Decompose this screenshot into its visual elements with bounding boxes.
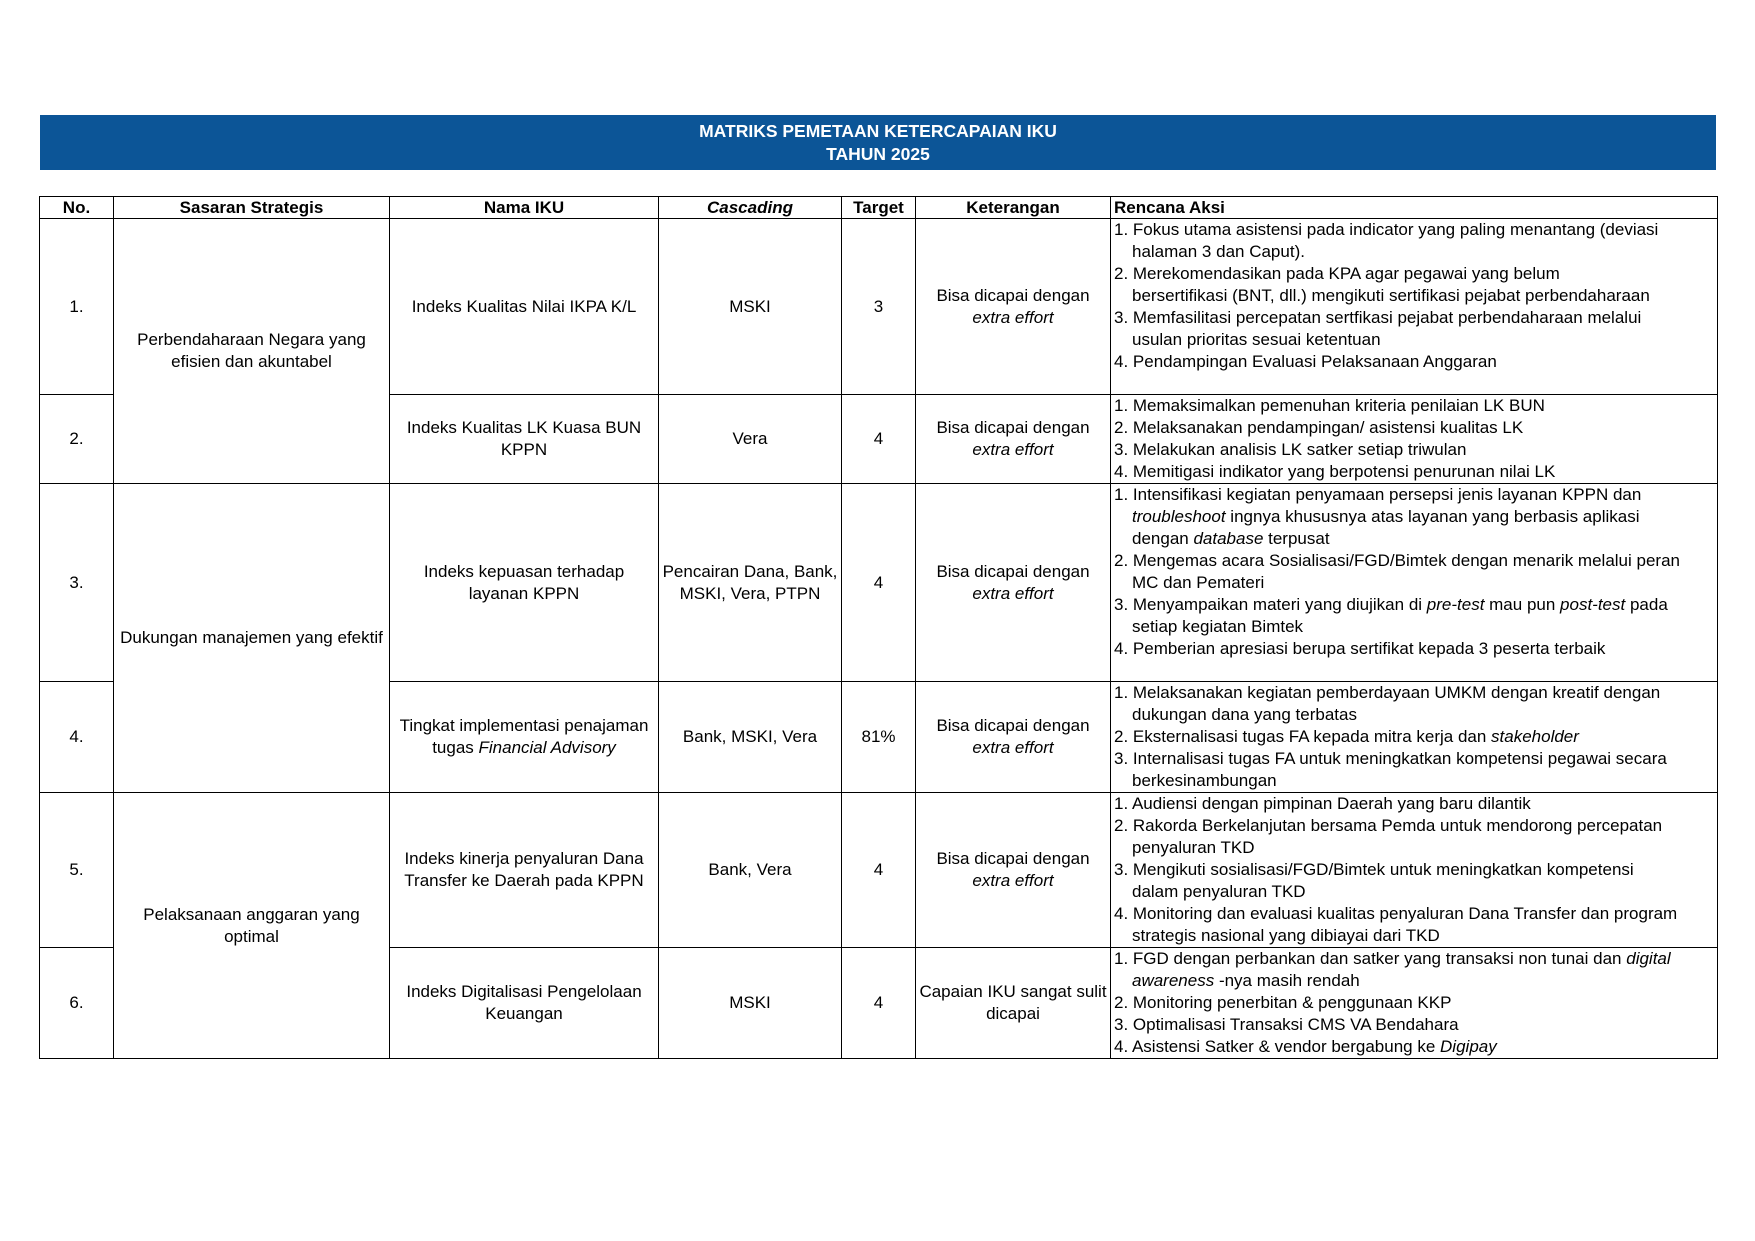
nama-iku: Indeks Kualitas Nilai IKPA K/L <box>390 219 659 395</box>
aksi-text: 2. Merekomendasikan pada KPA agar pegawai yang belum <box>1114 264 1560 283</box>
keterangan <box>916 395 1111 484</box>
nama-iku: Indeks Kualitas LK Kuasa BUN KPPN <box>390 395 659 484</box>
aksi-text: halaman 3 dan Caput). <box>1132 242 1305 261</box>
sasaran-cell: Perbendaharaan Negara yang efisien dan akuntabel <box>114 219 390 484</box>
target: 4 <box>842 948 916 1059</box>
keterangan-emphasis: extra effort <box>972 440 1054 459</box>
table-row <box>40 793 1718 948</box>
aksi-line <box>1114 992 1714 1014</box>
keterangan <box>916 948 1111 1059</box>
aksi-line <box>1114 439 1714 461</box>
aksi-line <box>1114 461 1714 483</box>
aksi-text: MC dan Pemateri <box>1132 573 1265 592</box>
aksi-italic-text: awareness <box>1132 971 1215 990</box>
page-subtitle: TAHUN 2025 <box>826 143 930 164</box>
rencana-aksi <box>1111 395 1718 484</box>
aksi-italic-text: stakeholder <box>1491 727 1579 746</box>
keterangan <box>916 682 1111 793</box>
aksi-line <box>1114 925 1714 947</box>
aksi-text: 1. Audiensi dengan pimpinan Daerah yang baru dilantik <box>1114 794 1531 813</box>
keterangan-emphasis: extra effort <box>972 871 1054 890</box>
nama-iku: Indeks Digitalisasi Pengelolaan Keuangan <box>390 948 659 1059</box>
row-no: 3. <box>40 484 114 682</box>
aksi-text: 1. Memaksimalkan pemenuhan kriteria penilaian LK BUN <box>1114 396 1545 415</box>
aksi-text: 3. Optimalisasi Transaksi CMS VA Bendahara <box>1114 1015 1459 1034</box>
aksi-text: ingnya khususnya atas layanan yang berbasis aplikasi <box>1225 507 1640 526</box>
nama-iku-line: tugas <box>432 738 479 757</box>
keterangan-text: Bisa dicapai dengan <box>936 418 1090 437</box>
target: 3 <box>842 219 916 395</box>
aksi-line <box>1114 970 1714 992</box>
rencana-aksi <box>1111 219 1718 395</box>
keterangan-text: Bisa dicapai dengan <box>936 849 1090 868</box>
row-no: 4. <box>40 682 114 793</box>
aksi-text: dalam penyaluran TKD <box>1132 882 1306 901</box>
aksi-line <box>1114 506 1714 528</box>
target: 4 <box>842 793 916 948</box>
aksi-line <box>1114 484 1714 506</box>
keterangan-text: Bisa dicapai dengan <box>936 285 1090 305</box>
aksi-text: dukungan dana yang terbatas <box>1132 705 1357 724</box>
aksi-line <box>1114 793 1714 815</box>
aksi-text: terpusat <box>1263 529 1330 548</box>
title-banner <box>40 115 1716 170</box>
aksi-line <box>1114 616 1714 638</box>
aksi-italic-text: troubleshoot <box>1132 507 1226 526</box>
keterangan-text: Bisa dicapai dengan <box>936 716 1090 735</box>
aksi-text: 1. FGD dengan perbankan dan satker yang transaksi non tunai dan <box>1114 949 1627 968</box>
sasaran-cell: Dukungan manajemen yang efektif <box>114 484 390 793</box>
row-no: 2. <box>40 395 114 484</box>
aksi-text: 3. Menyampaikan materi yang diujikan di <box>1114 595 1427 614</box>
aksi-text: bersertifikasi (BNT, dll.) mengikuti sertifikasi pejabat perbendaharaan <box>1132 286 1650 305</box>
aksi-line <box>1114 881 1714 903</box>
aksi-line <box>1114 859 1714 881</box>
aksi-text: 1. Intensifikasi kegiatan penyamaan persepsi jenis layanan KPPN dan <box>1114 485 1642 504</box>
rencana-aksi <box>1111 948 1718 1059</box>
aksi-line <box>1114 638 1714 660</box>
row-no: 6. <box>40 948 114 1059</box>
aksi-line <box>1114 682 1714 704</box>
aksi-text: strategis nasional yang dibiayai dari TKD <box>1132 926 1440 945</box>
target: 4 <box>842 395 916 484</box>
header-target: Target <box>842 197 916 219</box>
nama-iku <box>390 682 659 793</box>
aksi-italic-text: Digipay <box>1440 1037 1497 1056</box>
aksi-line <box>1114 395 1714 417</box>
aksi-line <box>1114 329 1714 351</box>
aksi-line <box>1114 241 1714 263</box>
cascading: Vera <box>659 395 842 484</box>
target: 81% <box>842 682 916 793</box>
header-rencana-aksi: Rencana Aksi <box>1111 197 1718 219</box>
aksi-line <box>1114 748 1714 770</box>
keterangan-emphasis: extra effort <box>972 307 1054 327</box>
aksi-text: 2. Mengemas acara Sosialisasi/FGD/Bimtek dengan menarik melalui peran <box>1114 551 1680 570</box>
keterangan-text: Capaian IKU sangat sulit dicapai <box>919 982 1107 1023</box>
aksi-italic-text: pre-test <box>1426 595 1485 614</box>
keterangan-emphasis: extra effort <box>972 738 1054 757</box>
aksi-text: dengan <box>1132 529 1194 548</box>
aksi-italic-text: database <box>1193 529 1264 548</box>
header-sasaran: Sasaran Strategis <box>114 197 390 219</box>
aksi-italic-text: digital <box>1626 949 1671 968</box>
aksi-line <box>1114 219 1714 241</box>
header-row <box>40 197 1718 219</box>
aksi-line <box>1114 594 1714 616</box>
aksi-text: pada <box>1625 595 1668 614</box>
aksi-text: 4. Monitoring dan evaluasi kualitas penyaluran Dana Transfer dan program <box>1114 904 1678 923</box>
aksi-line <box>1114 948 1714 970</box>
aksi-text: 3. Mengikuti sosialisasi/FGD/Bimtek untuk meningkatkan kompetensi <box>1114 860 1634 879</box>
aksi-text: -nya masih rendah <box>1214 971 1360 990</box>
keterangan-text: Bisa dicapai dengan <box>936 561 1090 581</box>
aksi-text: berkesinambungan <box>1132 771 1277 790</box>
header-cascading: Cascading <box>659 197 842 219</box>
header-nama-iku: Nama IKU <box>390 197 659 219</box>
cascading: Pencairan Dana, Bank, MSKI, Vera, PTPN <box>659 484 842 682</box>
keterangan <box>916 219 1111 395</box>
aksi-line <box>1114 572 1714 594</box>
aksi-line <box>1114 417 1714 439</box>
aksi-text: 4. Pemberian apresiasi berupa sertifikat kepada 3 peserta terbaik <box>1114 639 1606 658</box>
keterangan <box>916 793 1111 948</box>
aksi-italic-text: post-test <box>1560 595 1626 614</box>
aksi-text: penyaluran TKD <box>1132 838 1255 857</box>
aksi-line <box>1114 550 1714 572</box>
aksi-line <box>1114 528 1714 550</box>
sasaran-cell: Pelaksanaan anggaran yang optimal <box>114 793 390 1059</box>
aksi-text: 3. Melakukan analisis LK satker setiap triwulan <box>1114 440 1467 459</box>
aksi-text: 2. Rakorda Berkelanjutan bersama Pemda untuk mendorong percepatan <box>1114 816 1663 835</box>
cascading: Bank, Vera <box>659 793 842 948</box>
rencana-aksi <box>1111 484 1718 682</box>
aksi-line <box>1114 726 1714 748</box>
cascading: Bank, MSKI, Vera <box>659 682 842 793</box>
aksi-text: 3. Memfasilitasi percepatan sertfikasi pejabat perbendaharaan melalui <box>1114 308 1642 327</box>
aksi-text: 3. Internalisasi tugas FA untuk meningkatkan kompetensi pegawai secara <box>1114 749 1667 768</box>
aksi-text: 2. Eksternalisasi tugas FA kepada mitra kerja dan <box>1114 727 1492 746</box>
rencana-aksi <box>1111 793 1718 948</box>
aksi-line <box>1114 903 1714 925</box>
cascading: MSKI <box>659 948 842 1059</box>
aksi-line <box>1114 837 1714 859</box>
header-keterangan: Keterangan <box>916 197 1111 219</box>
cascading: MSKI <box>659 219 842 395</box>
rencana-aksi <box>1111 682 1718 793</box>
aksi-line <box>1114 307 1714 329</box>
iku-matrix-table <box>39 196 1718 1059</box>
aksi-text: 1. Fokus utama asistensi pada indicator yang paling menantang (deviasi <box>1114 220 1659 239</box>
nama-iku: Indeks kepuasan terhadap layanan KPPN <box>390 484 659 682</box>
aksi-text: 2. Melaksanakan pendampingan/ asistensi kualitas LK <box>1114 418 1524 437</box>
aksi-text: 4. Asistensi Satker & vendor bergabung ke <box>1114 1037 1441 1056</box>
aksi-line <box>1114 285 1714 307</box>
aksi-line <box>1114 815 1714 837</box>
aksi-text: mau pun <box>1484 595 1561 614</box>
aksi-line <box>1114 704 1714 726</box>
keterangan <box>916 484 1111 682</box>
aksi-line <box>1114 1014 1714 1036</box>
aksi-text: setiap kegiatan Bimtek <box>1132 617 1304 636</box>
aksi-line <box>1114 1036 1714 1058</box>
aksi-text: 2. Monitoring penerbitan & penggunaan KKP <box>1114 993 1452 1012</box>
table-row <box>40 219 1718 395</box>
aksi-text: 4. Pendampingan Evaluasi Pelaksanaan Anggaran <box>1114 352 1497 371</box>
row-no: 5. <box>40 793 114 948</box>
aksi-text: usulan prioritas sesuai ketentuan <box>1132 330 1381 349</box>
nama-iku-italic: Financial Advisory <box>478 738 616 757</box>
aksi-text: 4. Memitigasi indikator yang berpotensi penurunan nilai LK <box>1114 462 1556 481</box>
table-row <box>40 484 1718 682</box>
aksi-line <box>1114 351 1714 373</box>
aksi-line <box>1114 263 1714 285</box>
aksi-line <box>1114 770 1714 792</box>
nama-iku: Indeks kinerja penyaluran Dana Transfer ke Daerah pada KPPN <box>390 793 659 948</box>
aksi-text: 1. Melaksanakan kegiatan pemberdayaan UMKM dengan kreatif dengan <box>1114 683 1661 702</box>
target: 4 <box>842 484 916 682</box>
nama-iku-line: Tingkat implementasi penajaman <box>399 716 649 735</box>
keterangan-emphasis: extra effort <box>972 583 1054 603</box>
row-no: 1. <box>40 219 114 395</box>
page-title: MATRIKS PEMETAAN KETERCAPAIAN IKU <box>699 120 1057 141</box>
header-no: No. <box>40 197 114 219</box>
